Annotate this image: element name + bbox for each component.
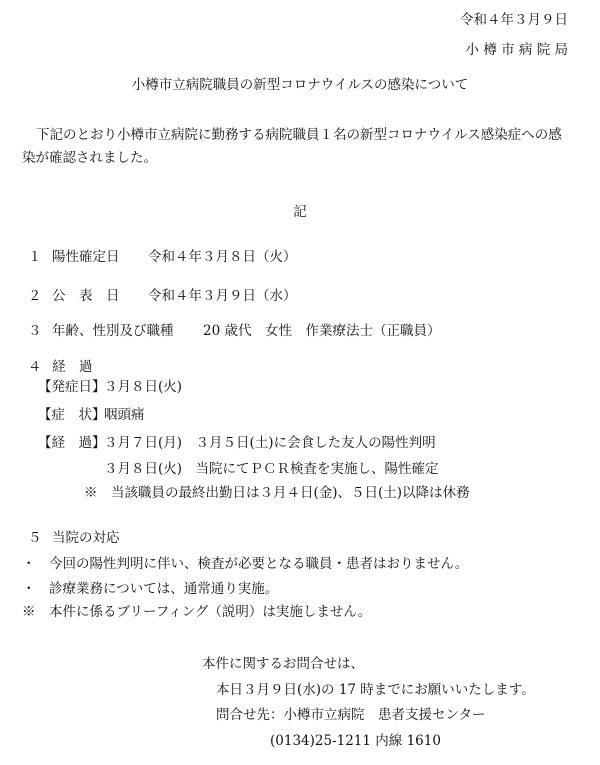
item-3-label: 年齢、性別及び職種	[52, 323, 174, 339]
contact-phone: (0134)25-1211 内線 1610	[270, 733, 441, 749]
contact-line-1: 本件に関するお問合せは、	[202, 656, 364, 672]
onset-value: ３月８日(火)	[104, 379, 183, 395]
document-title: 小樽市立病院職員の新型コロナウイルスの感染について	[131, 77, 469, 93]
item-2-label: 公 表 日	[52, 288, 120, 304]
onset-label: 【発症日】	[38, 379, 106, 395]
intro-line-2: 染が確認されました。	[22, 150, 157, 166]
course-label: 【経 過】	[38, 435, 106, 451]
response-bullet-1: ・ 今回の陽性判明に伴い、検査が必要となる職員・患者はおりません。	[22, 556, 469, 572]
intro-line-1: 下記のとおり小樽市立病院に勤務する病院職員１名の新型コロナウイルス感染症への感	[36, 127, 562, 143]
symptom-label: 【症 状】	[38, 407, 106, 423]
contact-office: 問合せ先：小樽市立病院 患者支援センター	[216, 707, 486, 723]
item-5-number: ５	[28, 530, 42, 546]
item-4-number: ４	[28, 359, 42, 375]
briefing-note: ※ 本件に係るブリーフィング（説明）は実施しません。	[22, 604, 372, 620]
item-3-value: 20 歳代 女性 作業療法士（正職員）	[203, 323, 441, 339]
item-1-number: １	[28, 249, 42, 265]
symptom-value: 咽頭痛	[104, 407, 145, 423]
item-3-number: ３	[28, 323, 42, 339]
course-line-2: ３月８日(火) 当院にてＰＣＲ検査を実施し、陽性確定	[104, 461, 439, 477]
item-5-label: 当院の対応	[52, 530, 120, 546]
contact-deadline: 本日３月９日(水)の 17 時までにお願いいたします。	[216, 682, 535, 698]
item-1-label: 陽性確定日	[52, 249, 120, 265]
issue-date: 令和４年３月９日	[460, 12, 568, 28]
course-line-1: ３月７日(月) ３月５日(土)に会食した友人の陽性判明	[104, 435, 436, 451]
ki-heading: 記	[293, 204, 307, 220]
response-bullet-2: ・ 診療業務については、通常通り実施。	[22, 581, 279, 597]
issuer: 小 樽 市 病 院 局	[465, 42, 568, 58]
item-2-number: ２	[28, 288, 42, 304]
item-4-label: 経 過	[52, 359, 93, 375]
item-2-value: 令和４年３月９日（水）	[148, 288, 297, 304]
item-1-value: 令和４年３月８日（火）	[148, 249, 297, 265]
item-4-note: ※ 当該職員の最終出勤日は３月４日(金)、５日(土)以降は休務	[84, 485, 470, 501]
